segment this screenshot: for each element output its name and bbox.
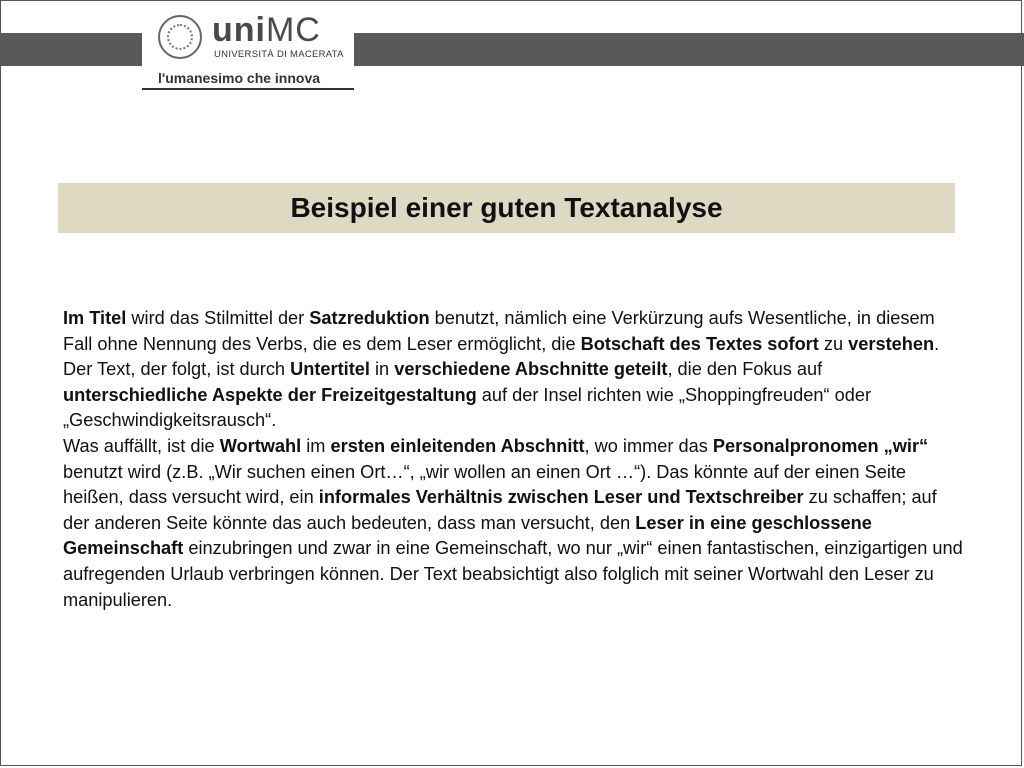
emphasized-phrase: verschiedene Abschnitte geteilt xyxy=(394,359,668,380)
emphasized-phrase: Botschaft des Textes sofort xyxy=(580,333,819,354)
university-seal-icon xyxy=(158,15,202,59)
text-run: in xyxy=(369,359,395,380)
text-run: benutzt, nämlich eine Verkürzung aufs Wesentliche, in diesem Fall ohne Nennung des Verbs, die es dem Leser ermöglicht, die xyxy=(63,308,935,354)
text-run: im xyxy=(301,435,331,456)
text-run: . xyxy=(934,333,940,354)
text-run: , die den Fokus auf xyxy=(667,359,823,380)
paragraph-wording-analysis xyxy=(63,434,963,613)
logo-wordmark-bold: uni xyxy=(212,11,266,49)
paragraph-structure-analysis xyxy=(63,357,963,434)
text-run: wird das Stilmittel der xyxy=(126,308,310,328)
text-run: Was auffällt, ist die xyxy=(63,435,220,456)
header-bar-right xyxy=(354,33,1024,66)
logo-wordmark-rest: MC xyxy=(265,11,321,49)
text-run: einzubringen und zwar in eine Gemeinschaft, wo nur „wir“ einen fantastischen, einzigartigen und aufregenden Urlaub verbringen können. Der Text beabsichtigt also folglich mit seiner Wortwahl den Leser zu manipulieren. xyxy=(63,538,963,610)
text-run: Der Text, der folgt, ist durch xyxy=(63,359,291,380)
logo-tagline: l'umanesimo che innova xyxy=(158,70,321,86)
text-run: zu schaffen; auf der anderen Seite könnte das auch bedeuten, dass man versucht, den xyxy=(63,487,937,533)
text-run: zu xyxy=(818,333,849,354)
text-run: , wo immer das xyxy=(584,435,713,456)
emphasized-phrase: verstehen xyxy=(848,333,935,354)
slide-title: Beispiel einer guten Textanalyse xyxy=(290,192,723,223)
emphasized-phrase: Wortwahl xyxy=(219,435,302,456)
emphasized-phrase: ersten einleitenden Abschnitt xyxy=(330,435,585,456)
emphasized-phrase: informales Verhältnis zwischen Leser und Textschreiber xyxy=(318,487,804,508)
emphasized-phrase: Leser in eine geschlossene Gemeinschaft xyxy=(63,512,872,559)
header-bar-left xyxy=(0,33,142,66)
logo-subtitle: UNIVERSITÀ DI MACERATA xyxy=(214,49,344,60)
paragraph-title-analysis xyxy=(63,306,963,357)
emphasized-phrase: Untertitel xyxy=(290,359,370,380)
emphasized-phrase: Satzreduktion xyxy=(309,308,430,328)
emphasized-phrase: unterschiedliche Aspekte der Freizeitgestaltung xyxy=(63,384,477,405)
emphasized-phrase: Personalpronomen „wir“ xyxy=(712,435,929,456)
emphasized-phrase: Im Titel xyxy=(63,308,127,328)
text-run: benutzt wird (z.B. „Wir suchen einen Ort…“, „wir wollen an einen Ort …“). Das könnte auf der einen Seite heißen, dass versucht wird, ein xyxy=(63,461,907,508)
analysis-text xyxy=(63,306,963,613)
logo-wordmark xyxy=(212,10,321,50)
tagline-underline xyxy=(142,88,354,90)
text-run: auf der Insel richten wie „Shoppingfreuden“ oder „Geschwindigkeitsrausch“. xyxy=(63,384,872,431)
